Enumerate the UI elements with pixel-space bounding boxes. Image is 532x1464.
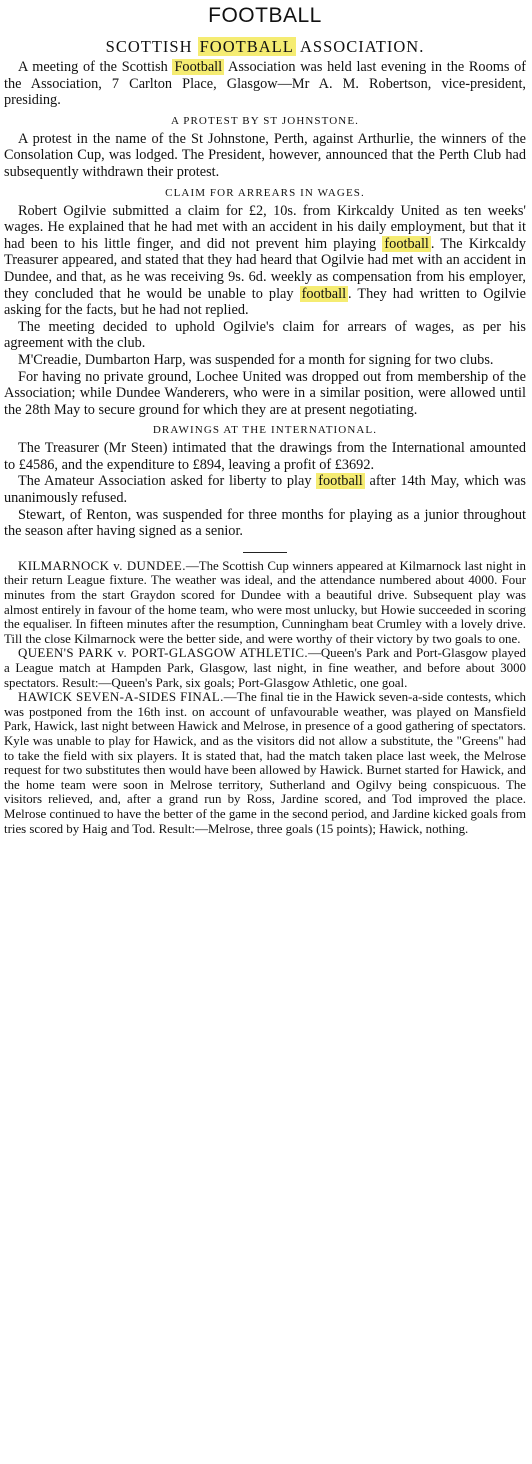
amateur-highlight: football bbox=[318, 473, 363, 490]
section-header: FOOTBALL bbox=[208, 4, 322, 27]
title-highlight: FOOTBALL bbox=[199, 37, 294, 56]
drawings-subheading: DRAWINGS AT THE INTERNATIONAL. bbox=[152, 424, 378, 437]
claim-decision-paragraph: The meeting decided to uphold Ogilvie's claim for arrears of wages, as per his agreement with the club. bbox=[4, 318, 526, 352]
claim-highlight-2: football bbox=[301, 285, 347, 302]
drawings-paragraph: The Treasurer (Mr Steen) intimated that the drawings from the International amounted to £4586, and the expenditure to £894, leaving a profit of £3692. bbox=[4, 440, 526, 473]
report-text: —Queen's Park and Port-Glasgow played a League match at Hampden Park, Glasgow, last night, in fine weather, and before about 3000 spectators. Result:—Queen's Park, six goals; Port-Glasgow Athletic, one goal. bbox=[4, 646, 526, 690]
suspension-paragraph: M'Creadie, Dumbarton Harp, was suspended for a month for signing for two clubs. bbox=[18, 351, 494, 368]
claim-part-a: Robert Ogilvie submitted a claim for £2, 10s. from Kirkcaldy United as ten weeks' wages. He explained that he had met with an accident in his daily employment, but that it had been to his little finger, and did not prevent him playing bbox=[4, 202, 526, 252]
intro-paragraph bbox=[4, 59, 526, 109]
report-lead: KILMARNOCK v. DUNDEE. bbox=[18, 558, 186, 573]
match-reports bbox=[4, 559, 526, 836]
report-text: —The Scottish Cup winners appeared at Kilmarnock last night in their return League fixture. The weather was ideal, and the attendance numbered about 4000. Four minutes from the start Graydon scored for Dundee with a beautiful drive. Subsequent play was almost entirely in favour of the home team, who were most unlucky, but Howie succeeded in scoring the equaliser. In fifteen minutes after the resumption, Cunningham beat Crumley with a lovely drive. Till the close Kilmarnock were the better side, and were worthy of their victory by two goals to one. bbox=[4, 558, 526, 646]
title-post: ASSOCIATION. bbox=[300, 37, 425, 56]
divider-rule bbox=[243, 552, 287, 553]
report-lead: QUEEN'S PARK v. PORT-GLASGOW ATHLETIC. bbox=[18, 646, 308, 661]
intro-highlight: Football bbox=[174, 59, 223, 75]
protest-subheading: A PROTEST BY ST JOHNSTONE. bbox=[170, 114, 360, 127]
report-hawick bbox=[4, 690, 526, 836]
intro-pre: A meeting of the Scottish bbox=[18, 59, 168, 75]
title-pre: SCOTTISH bbox=[105, 37, 193, 56]
ground-paragraph: For having no private ground, Lochee United was dropped out from membership of the Association; while Dundee Wanderers, who were in a similar position, were allowed until the 28th May to secure ground for which they are at present negotiating. bbox=[4, 368, 526, 418]
article-title bbox=[4, 37, 526, 57]
report-text: —The final tie in the Hawick seven-a-side contests, which was postponed from the 16th inst. on account of unfavourable weather, was played on Mansfield Park, Hawick, last night between Hawick and Melrose, in presence of a good gathering of spectators. Kyle was unable to play for Hawick, and as the visitors did not allow a substitute, the "Greens" had to take the field with six players. It is stated that, had the match taken place last week, the Melrose request for two substitutes then would have been allowed by Hawick. Burnet started for Hawick, and the home team were soon in Melrose territory, Sutherland and Ogilvy being conspicuous. The visitors relieved, and, after a grand run by Ross, Jardine scored, and Tod improved the place. Melrose continued to have the better of the game in the second period, and Jardine kicked goals from tries scored by Haig and Tod. Result:—Melrose, three goals (15 points); Hawick, nothing. bbox=[4, 690, 526, 836]
amateur-pre: The Amateur Association asked for liberty to play bbox=[18, 473, 312, 490]
amateur-post: after 14th May, which was unanimously refused. bbox=[4, 473, 526, 507]
claim-part-c: . They had written to Ogilvie asking for the facts, but he had not replied. bbox=[4, 285, 526, 319]
claim-part-b: . The Kirkcaldy Treasurer appeared, and stated that they had heard that Ogilvie had met with an accident in Dundee, and that, as he was receiving 9s. 6d. weekly as compensation from his employer, they concluded that he would be unable to play bbox=[4, 235, 527, 302]
report-kilmarnock bbox=[4, 559, 526, 647]
claim-highlight-1: football bbox=[384, 235, 429, 252]
protest-paragraph: A protest in the name of the St Johnstone, Perth, against Arthurlie, the winners of the Consolation Cup, was lodged. The President, however, announced that the Perth Club had subsequently withdrawn their protest. bbox=[4, 130, 526, 180]
report-queens-park bbox=[4, 646, 526, 690]
intro-post: Association was held last evening in the Rooms of the Association, 7 Carlton Place, Glasgow—Mr A. M. Robertson, vice-president, presiding. bbox=[4, 59, 526, 109]
claim-paragraph bbox=[4, 203, 526, 319]
amateur-paragraph bbox=[4, 473, 526, 506]
report-lead: HAWICK SEVEN-A-SIDES FINAL. bbox=[18, 690, 224, 705]
claim-subheading: CLAIM FOR ARREARS IN WAGES. bbox=[165, 186, 365, 199]
stewart-paragraph: Stewart, of Renton, was suspended for three months for playing as a junior throughout the season after having signed as a senior. bbox=[4, 506, 526, 540]
